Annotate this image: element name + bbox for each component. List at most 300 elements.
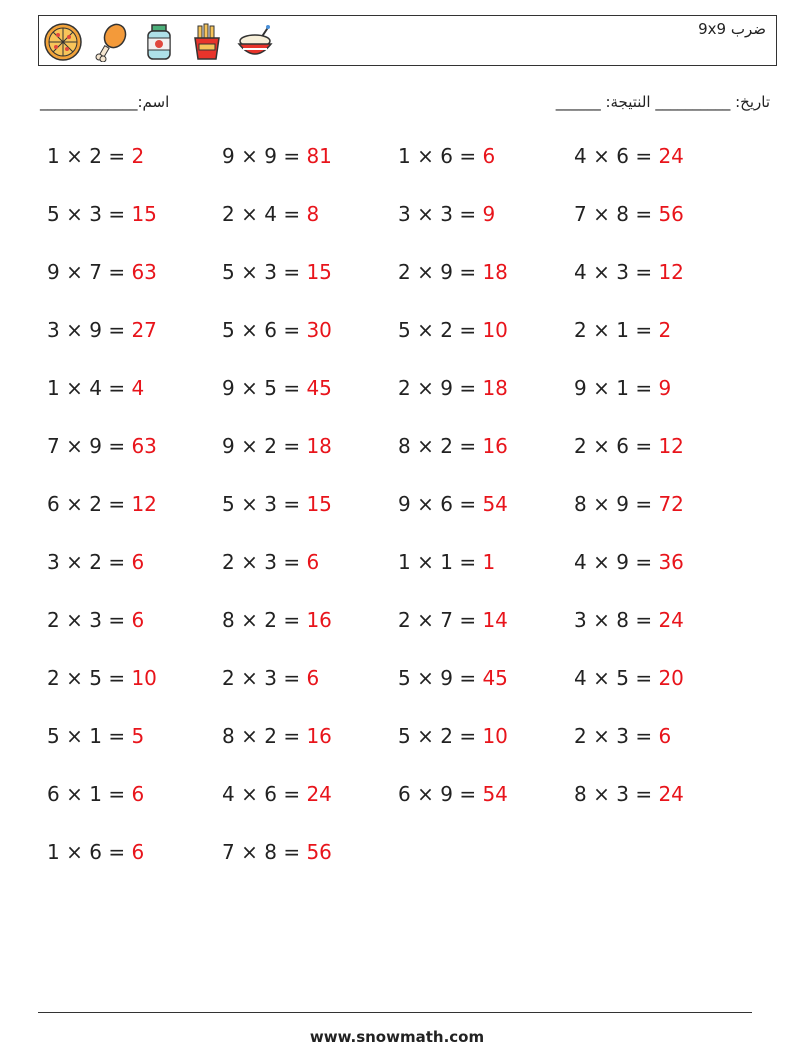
equals-sign: = <box>635 318 653 342</box>
answer: 16 <box>482 434 508 458</box>
equals-sign: = <box>459 376 477 400</box>
problem-item <box>47 840 144 864</box>
equals-sign: = <box>635 144 653 168</box>
problem-item <box>222 144 332 168</box>
factor-a: 9 <box>222 376 235 400</box>
times-sign: × <box>593 550 610 574</box>
factor-b: 8 <box>616 202 629 226</box>
times-sign: × <box>66 608 83 632</box>
equals-sign: = <box>459 202 477 226</box>
factor-b: 9 <box>440 376 453 400</box>
problem-item <box>222 318 332 342</box>
problem-item <box>574 376 671 400</box>
factor-a: 2 <box>574 318 587 342</box>
factor-a: 3 <box>47 550 60 574</box>
answer: 2 <box>131 144 145 168</box>
answer: 15 <box>306 260 332 284</box>
equals-sign: = <box>459 144 477 168</box>
factor-b: 3 <box>264 492 277 516</box>
problem-item <box>574 202 684 226</box>
factor-a: 2 <box>398 376 411 400</box>
answer: 18 <box>482 260 508 284</box>
problem-item <box>222 492 332 516</box>
factor-b: 6 <box>616 434 629 458</box>
times-sign: × <box>241 318 258 342</box>
problem-item <box>398 608 508 632</box>
factor-a: 8 <box>398 434 411 458</box>
problem-item <box>398 376 508 400</box>
name-field-label: اسم:_____________ <box>40 93 170 111</box>
factor-b: 2 <box>440 318 453 342</box>
times-sign: × <box>417 782 434 806</box>
factor-b: 7 <box>440 608 453 632</box>
answer: 6 <box>131 550 145 574</box>
answer: 27 <box>131 318 157 342</box>
equals-sign: = <box>108 608 126 632</box>
equals-sign: = <box>635 202 653 226</box>
factor-b: 2 <box>264 434 277 458</box>
problem-item <box>574 260 684 284</box>
equals-sign: = <box>459 434 477 458</box>
equals-sign: = <box>635 260 653 284</box>
equals-sign: = <box>108 318 126 342</box>
times-sign: × <box>241 260 258 284</box>
factor-b: 7 <box>89 260 102 284</box>
times-sign: × <box>593 144 610 168</box>
times-sign: × <box>593 434 610 458</box>
factor-b: 3 <box>616 782 629 806</box>
equals-sign: = <box>283 434 301 458</box>
times-sign: × <box>66 318 83 342</box>
factor-b: 3 <box>616 724 629 748</box>
times-sign: × <box>241 666 258 690</box>
equals-sign: = <box>459 724 477 748</box>
date-score-field-label: ______ :تاريخ: __________ النتيجة <box>555 93 770 111</box>
times-sign: × <box>417 666 434 690</box>
times-sign: × <box>66 782 83 806</box>
chicken-leg-icon <box>91 22 131 62</box>
jam-jar-icon <box>139 22 179 62</box>
answer: 36 <box>658 550 684 574</box>
times-sign: × <box>66 724 83 748</box>
problem-item <box>47 782 144 806</box>
problem-item <box>574 318 671 342</box>
times-sign: × <box>593 782 610 806</box>
problem-item <box>47 144 144 168</box>
equals-sign: = <box>108 434 126 458</box>
answer: 56 <box>306 840 332 864</box>
problem-item <box>222 550 319 574</box>
answer: 8 <box>306 202 320 226</box>
answer: 6 <box>131 840 145 864</box>
answer: 2 <box>658 318 672 342</box>
problem-item <box>47 260 157 284</box>
factor-b: 5 <box>616 666 629 690</box>
equals-sign: = <box>635 492 653 516</box>
times-sign: × <box>241 724 258 748</box>
problem-item <box>222 260 332 284</box>
footer-website: www.snowmath.com <box>309 1028 485 1046</box>
factor-a: 9 <box>574 376 587 400</box>
answer: 14 <box>482 608 508 632</box>
times-sign: × <box>593 376 610 400</box>
problem-item <box>47 608 144 632</box>
times-sign: × <box>66 260 83 284</box>
factor-b: 2 <box>440 724 453 748</box>
answer: 54 <box>482 782 508 806</box>
equals-sign: = <box>283 260 301 284</box>
equals-sign: = <box>635 550 653 574</box>
factor-a: 8 <box>222 608 235 632</box>
factor-a: 6 <box>47 782 60 806</box>
equals-sign: = <box>108 550 126 574</box>
problem-item <box>47 434 157 458</box>
equals-sign: = <box>108 782 126 806</box>
factor-b: 3 <box>89 608 102 632</box>
problem-item <box>47 202 157 226</box>
equals-sign: = <box>459 608 477 632</box>
factor-a: 5 <box>47 724 60 748</box>
answer: 45 <box>306 376 332 400</box>
answer: 9 <box>658 376 672 400</box>
factor-b: 3 <box>440 202 453 226</box>
answer: 4 <box>131 376 145 400</box>
problem-item <box>398 434 508 458</box>
equals-sign: = <box>283 724 301 748</box>
factor-a: 7 <box>222 840 235 864</box>
times-sign: × <box>66 666 83 690</box>
factor-a: 1 <box>398 144 411 168</box>
factor-a: 4 <box>222 782 235 806</box>
answer: 54 <box>482 492 508 516</box>
times-sign: × <box>66 434 83 458</box>
factor-b: 2 <box>264 724 277 748</box>
times-sign: × <box>417 550 434 574</box>
times-sign: × <box>241 492 258 516</box>
problem-item <box>222 724 332 748</box>
problem-item <box>398 782 508 806</box>
factor-b: 9 <box>89 318 102 342</box>
answer: 6 <box>131 608 145 632</box>
problem-item <box>398 260 508 284</box>
equals-sign: = <box>108 666 126 690</box>
times-sign: × <box>417 724 434 748</box>
factor-a: 9 <box>222 434 235 458</box>
factor-b: 4 <box>89 376 102 400</box>
answer: 30 <box>306 318 332 342</box>
factor-a: 4 <box>574 260 587 284</box>
answer: 6 <box>658 724 672 748</box>
factor-b: 9 <box>440 260 453 284</box>
factor-a: 2 <box>222 666 235 690</box>
factor-b: 6 <box>616 144 629 168</box>
worksheet-title: ضرب 9x9 <box>698 20 766 38</box>
factor-b: 5 <box>264 376 277 400</box>
equals-sign: = <box>283 666 301 690</box>
problem-item <box>398 550 495 574</box>
answer: 9 <box>482 202 496 226</box>
equals-sign: = <box>283 492 301 516</box>
factor-b: 6 <box>264 782 277 806</box>
factor-b: 2 <box>440 434 453 458</box>
problem-item <box>574 550 684 574</box>
problem-item <box>47 550 144 574</box>
worksheet-header <box>38 15 777 66</box>
times-sign: × <box>417 492 434 516</box>
equals-sign: = <box>635 724 653 748</box>
problem-item <box>574 608 684 632</box>
equals-sign: = <box>283 608 301 632</box>
answer: 24 <box>306 782 332 806</box>
factor-b: 6 <box>440 492 453 516</box>
times-sign: × <box>417 202 434 226</box>
factor-a: 1 <box>47 840 60 864</box>
equals-sign: = <box>635 608 653 632</box>
problem-item <box>222 666 319 690</box>
answer: 5 <box>131 724 145 748</box>
times-sign: × <box>417 376 434 400</box>
times-sign: × <box>593 724 610 748</box>
times-sign: × <box>417 434 434 458</box>
equals-sign: = <box>108 144 126 168</box>
answer: 12 <box>658 260 684 284</box>
factor-a: 2 <box>222 550 235 574</box>
problem-item <box>222 202 319 226</box>
answer: 63 <box>131 260 157 284</box>
factor-b: 1 <box>89 782 102 806</box>
factor-a: 8 <box>574 782 587 806</box>
problem-item <box>222 376 332 400</box>
problem-item <box>574 666 684 690</box>
equals-sign: = <box>108 724 126 748</box>
problem-item <box>574 782 684 806</box>
equals-sign: = <box>108 840 126 864</box>
times-sign: × <box>241 782 258 806</box>
times-sign: × <box>417 144 434 168</box>
equals-sign: = <box>108 202 126 226</box>
factor-a: 7 <box>47 434 60 458</box>
answer: 16 <box>306 608 332 632</box>
problem-item <box>574 144 684 168</box>
factor-a: 5 <box>398 724 411 748</box>
factor-b: 9 <box>616 550 629 574</box>
equals-sign: = <box>283 376 301 400</box>
factor-a: 5 <box>398 318 411 342</box>
times-sign: × <box>66 550 83 574</box>
factor-a: 1 <box>398 550 411 574</box>
times-sign: × <box>66 492 83 516</box>
factor-a: 2 <box>574 724 587 748</box>
answer: 6 <box>482 144 496 168</box>
times-sign: × <box>241 840 258 864</box>
factor-a: 2 <box>398 608 411 632</box>
french-fries-icon <box>187 22 227 62</box>
equals-sign: = <box>283 782 301 806</box>
answer: 72 <box>658 492 684 516</box>
factor-b: 3 <box>89 202 102 226</box>
equals-sign: = <box>459 260 477 284</box>
equals-sign: = <box>459 492 477 516</box>
answer: 24 <box>658 782 684 806</box>
equals-sign: = <box>459 550 477 574</box>
factor-a: 4 <box>574 666 587 690</box>
times-sign: × <box>241 376 258 400</box>
times-sign: × <box>593 260 610 284</box>
factor-b: 9 <box>264 144 277 168</box>
factor-b: 3 <box>616 260 629 284</box>
problem-item <box>398 202 495 226</box>
times-sign: × <box>241 144 258 168</box>
food-icons <box>43 22 275 62</box>
factor-a: 7 <box>574 202 587 226</box>
factor-b: 9 <box>616 492 629 516</box>
factor-a: 2 <box>398 260 411 284</box>
problem-item <box>398 666 508 690</box>
times-sign: × <box>66 202 83 226</box>
times-sign: × <box>241 550 258 574</box>
equals-sign: = <box>108 260 126 284</box>
factor-a: 5 <box>47 202 60 226</box>
factor-b: 4 <box>264 202 277 226</box>
answer: 63 <box>131 434 157 458</box>
times-sign: × <box>593 318 610 342</box>
equals-sign: = <box>459 666 477 690</box>
factor-b: 2 <box>89 492 102 516</box>
equals-sign: = <box>635 434 653 458</box>
answer: 12 <box>131 492 157 516</box>
times-sign: × <box>593 666 610 690</box>
problem-item <box>398 724 508 748</box>
problem-item <box>47 376 144 400</box>
times-sign: × <box>241 434 258 458</box>
factor-a: 6 <box>398 782 411 806</box>
times-sign: × <box>66 144 83 168</box>
problem-item <box>222 782 332 806</box>
equals-sign: = <box>459 782 477 806</box>
problem-item <box>398 144 495 168</box>
answer: 16 <box>306 724 332 748</box>
times-sign: × <box>241 202 258 226</box>
times-sign: × <box>593 202 610 226</box>
factor-b: 8 <box>264 840 277 864</box>
factor-b: 1 <box>616 376 629 400</box>
equals-sign: = <box>108 376 126 400</box>
factor-a: 9 <box>47 260 60 284</box>
equals-sign: = <box>459 318 477 342</box>
factor-b: 6 <box>89 840 102 864</box>
factor-a: 3 <box>47 318 60 342</box>
equals-sign: = <box>283 202 301 226</box>
factor-a: 9 <box>398 492 411 516</box>
answer: 81 <box>306 144 332 168</box>
factor-a: 5 <box>222 260 235 284</box>
factor-b: 6 <box>264 318 277 342</box>
equals-sign: = <box>283 550 301 574</box>
factor-a: 6 <box>47 492 60 516</box>
factor-b: 3 <box>264 666 277 690</box>
factor-a: 5 <box>222 492 235 516</box>
equals-sign: = <box>635 666 653 690</box>
answer: 10 <box>482 724 508 748</box>
factor-b: 2 <box>264 608 277 632</box>
factor-a: 5 <box>398 666 411 690</box>
factor-a: 8 <box>222 724 235 748</box>
factor-b: 5 <box>89 666 102 690</box>
pizza-icon <box>43 22 83 62</box>
factor-b: 1 <box>440 550 453 574</box>
equals-sign: = <box>283 840 301 864</box>
factor-a: 8 <box>574 492 587 516</box>
factor-a: 1 <box>47 376 60 400</box>
answer: 45 <box>482 666 508 690</box>
times-sign: × <box>66 840 83 864</box>
factor-a: 5 <box>222 318 235 342</box>
rice-bowl-icon <box>235 22 275 62</box>
footer-divider <box>38 1012 752 1013</box>
factor-a: 2 <box>47 608 60 632</box>
factor-a: 1 <box>47 144 60 168</box>
factor-b: 2 <box>89 550 102 574</box>
answer: 1 <box>482 550 496 574</box>
problem-item <box>47 492 157 516</box>
equals-sign: = <box>283 144 301 168</box>
answer: 56 <box>658 202 684 226</box>
factor-b: 3 <box>264 260 277 284</box>
problem-item <box>222 840 332 864</box>
problem-item <box>47 724 144 748</box>
times-sign: × <box>417 318 434 342</box>
answer: 24 <box>658 608 684 632</box>
problem-item <box>398 318 508 342</box>
factor-b: 1 <box>616 318 629 342</box>
factor-a: 2 <box>47 666 60 690</box>
problems-grid <box>47 144 747 884</box>
factor-a: 2 <box>222 202 235 226</box>
answer: 12 <box>658 434 684 458</box>
factor-b: 9 <box>89 434 102 458</box>
answer: 6 <box>306 666 320 690</box>
answer: 6 <box>131 782 145 806</box>
problem-item <box>574 724 671 748</box>
times-sign: × <box>417 608 434 632</box>
times-sign: × <box>593 608 610 632</box>
problem-item <box>47 666 157 690</box>
problem-item <box>222 434 332 458</box>
factor-a: 3 <box>398 202 411 226</box>
equals-sign: = <box>635 782 653 806</box>
factor-b: 9 <box>440 782 453 806</box>
times-sign: × <box>241 608 258 632</box>
factor-b: 2 <box>89 144 102 168</box>
answer: 15 <box>131 202 157 226</box>
factor-a: 4 <box>574 550 587 574</box>
answer: 10 <box>482 318 508 342</box>
factor-a: 4 <box>574 144 587 168</box>
answer: 20 <box>658 666 684 690</box>
answer: 18 <box>482 376 508 400</box>
equals-sign: = <box>635 376 653 400</box>
problem-item <box>47 318 157 342</box>
factor-a: 3 <box>574 608 587 632</box>
times-sign: × <box>593 492 610 516</box>
factor-a: 9 <box>222 144 235 168</box>
answer: 15 <box>306 492 332 516</box>
problem-item <box>398 492 508 516</box>
factor-b: 3 <box>264 550 277 574</box>
factor-b: 1 <box>89 724 102 748</box>
factor-a: 2 <box>574 434 587 458</box>
times-sign: × <box>417 260 434 284</box>
